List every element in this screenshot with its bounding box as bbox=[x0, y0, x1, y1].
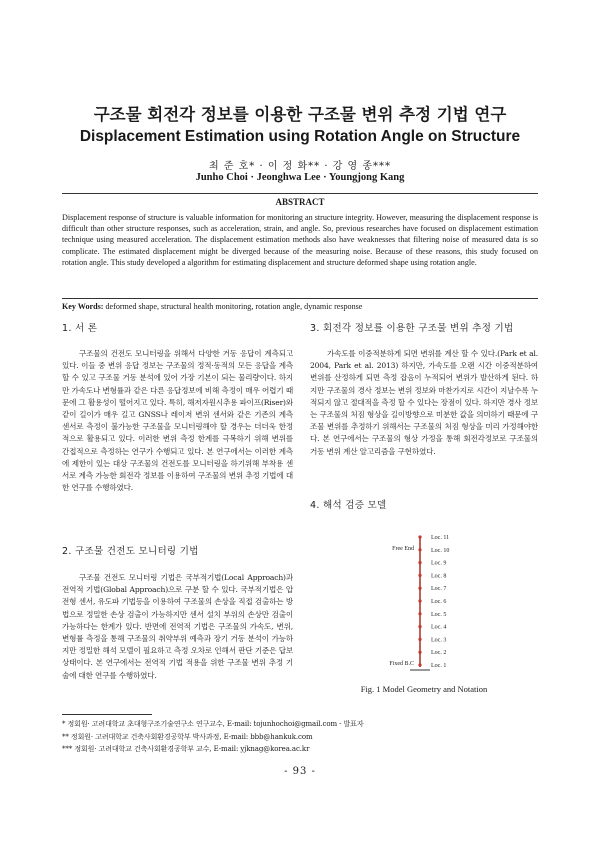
location-labels bbox=[431, 535, 449, 669]
authors-english: Junho Choi · Jeonghwa Lee · Youngjong Kang bbox=[195, 172, 405, 183]
abstract-top-rule bbox=[62, 193, 538, 194]
section-3-body bbox=[310, 348, 538, 458]
section-4-heading: 4. 해석 검증 모델 bbox=[310, 500, 387, 511]
location-label: Loc. 1 bbox=[431, 663, 447, 669]
location-label: Loc. 2 bbox=[431, 650, 447, 657]
authors-korean: 최 준 호* · 이 정 화** · 강 영 종*** bbox=[208, 161, 392, 172]
location-label: Loc. 3 bbox=[431, 637, 447, 644]
location-marker bbox=[418, 612, 421, 615]
location-label: Loc. 11 bbox=[431, 535, 450, 541]
location-marker bbox=[418, 535, 421, 538]
keywords-text: deformed shape, structural health monitoring, rotation angle, dynamic response bbox=[105, 302, 363, 311]
free-end-label: Free End bbox=[392, 546, 414, 552]
location-marker bbox=[418, 587, 421, 590]
location-marker bbox=[418, 548, 421, 551]
fixed-bc-label: Fixed B.C bbox=[389, 661, 414, 667]
paper-title-english: Displacement Estimation using Rotation Angle on Structure bbox=[79, 128, 521, 145]
keywords-line bbox=[62, 302, 538, 311]
section-1-body bbox=[62, 348, 293, 494]
location-label: Loc. 10 bbox=[431, 547, 450, 554]
location-marker bbox=[418, 651, 421, 654]
paper-title-korean: 구조물 회전각 정보를 이용한 구조물 변위 추정 기법 연구 bbox=[93, 105, 507, 124]
footnote-rule bbox=[62, 714, 152, 715]
location-marker bbox=[418, 663, 421, 666]
section-3-paragraph: 가속도를 이중적분하게 되면 변위를 계산 할 수 있다.(Park et al. 2004, Park et al. 2013) 하지만, 가속도를 오랜 시간 이중적분하여 변위를 산정하게 되면 측정 잡음이 누적되어 변위가 발산하게 된다. 하지만 구조물의 경사 정보는 변위 정보와 마찬가지로 시간이 지날수록 누적되지 않고 절대적을 측정 할 수 있다는 장점이 있다. 하지만 경사 정보는 구조물의 처짐 형상을 길이방향으로 미분한 값을 의미하기 때문에 구조물 변위를 추정하기 위해서는 구조물의 처짐 형상을 미리 가정해야한다. 본 연구에서는 구조물의 형상 가정을 통해 회전각정보로 구조물의 거동 변위 계산 알고리즘을 구현하였다. bbox=[310, 349, 538, 456]
location-label: Loc. 4 bbox=[431, 624, 447, 631]
location-marker bbox=[418, 574, 421, 577]
section-2-body bbox=[62, 572, 293, 682]
location-marker bbox=[418, 599, 421, 602]
abstract-heading: ABSTRACT bbox=[275, 197, 325, 207]
location-marker bbox=[418, 625, 421, 628]
model-geometry-figure bbox=[360, 525, 480, 677]
section-1-heading: 1. 서 론 bbox=[62, 323, 98, 334]
location-label: Loc. 9 bbox=[431, 560, 447, 567]
location-marker bbox=[418, 561, 421, 564]
keywords-label: Key Words: bbox=[62, 302, 104, 311]
abstract-text: Displacement response of structure is valuable information for monitoring an structure integrity. However, measuring the displacement response is difficult than other structure responses, such as acceleration, strain, and angle. So, previous researches have focused on displacement estimation technique using measured acceleration. The displacement estimation methods also have weaknesses that filtering noise of measured data is so complicate. The estimated displacement might be diverged because of the measuring noise. Because of these reasons, this study focused on rotation angle. This study developed a algorithm for estimating displacement and structure deformed shape using rotation angle. bbox=[62, 213, 538, 267]
location-label: Loc. 8 bbox=[431, 573, 447, 580]
footnote-2: ** 정회원· 고려대학교 건축사회환경공학부 박사과정, E-mail: bbb@hankuk.com bbox=[62, 733, 313, 741]
abstract-bottom-rule bbox=[62, 298, 538, 299]
footnote-1: * 정회원· 고려대학교 초대형구조기술연구소 연구교수, E-mail: tojunhochoi@gmail.com - 발표자 bbox=[62, 720, 364, 728]
figure-caption: Fig. 1 Model Geometry and Notation bbox=[360, 684, 488, 694]
location-marker bbox=[418, 638, 421, 641]
footnote-3: *** 정회원· 고려대학교 건축사회환경공학부 교수, E-mail: yjknag@korea.ac.kr bbox=[62, 745, 310, 753]
page-number: - 93 - bbox=[284, 766, 316, 777]
section-2-heading: 2. 구조물 건전도 모니터링 기법 bbox=[62, 546, 199, 557]
location-label: Loc. 6 bbox=[431, 599, 447, 605]
section-1-paragraph: 구조물의 건전도 모니터링을 위해서 다양한 거동 응답이 계측되고 있다. 이들 중 변위 응답 정보는 구조물의 정적·동적의 모든 응답을 계측 할 수 있고 구조물 거동 분석에 있어 가장 기본이 되는 물리량이다. 하지만 가속도나 변형률과 같은 다른 응답정보에 비해 측정이 매우 어렵기 때문에 그 활용성이 떨어지고 있다. 특히, 해저자원시추용 파이프(Riser)와 같이 길이가 매우 길고 GNSS나 레이저 변위 센서와 같은 기존의 계측 센서로 측정이 불가능한 구조물을 모니터링해야 할 경우는 더더욱 한정적으로 활용되고 있다. 이러한 변위 측정 한계를 극복하기 위해 변위를 간접적으로 측정하는 연구가 수행되고 있다. 본 연구에서는 이러한 계측에 제한이 있는 대상 구조물의 건전도를 모니터링을 하기위해 부착용 센서로 계측 가능한 회전각 정보를 이용하여 구조물의 변위 추정 기법에 대한 연구를 수행하였다. bbox=[62, 349, 293, 493]
section-2-paragraph: 구조물 건전도 모니터링 기법은 국부적기법(Local Approach)과 전역적 기법(Global Approach)으로 구분 할 수 있다. 국부적기법은 압전형 센서, 유도파 기법등을 이용하여 구조물의 손상을 직접 검출하는 방법으로 정밀한 손상 검출이 가능하지만 센서 설치 부위의 손상만 검출이 가능하다는 한계가 있다. 반면에 전역적 기법은 구조물의 가속도, 변위, 변형률 측정을 통해 구조물의 취약부위 예측과 장기 거동 분석이 가능하지만 정밀한 해석 모델이 필요하고 측정 오차로 인해서 판단 기준은 답보 상태이다. 본 연구에서는 전역적 기법 적용을 위한 구조물 변위 추정 기술에 대한 연구를 수행하였다. bbox=[62, 573, 293, 680]
location-label: Loc. 7 bbox=[431, 586, 447, 593]
section-3-heading: 3. 회전각 정보를 이용한 구조물 변위 추정 기법 bbox=[310, 323, 514, 334]
location-label: Loc. 5 bbox=[431, 611, 447, 618]
